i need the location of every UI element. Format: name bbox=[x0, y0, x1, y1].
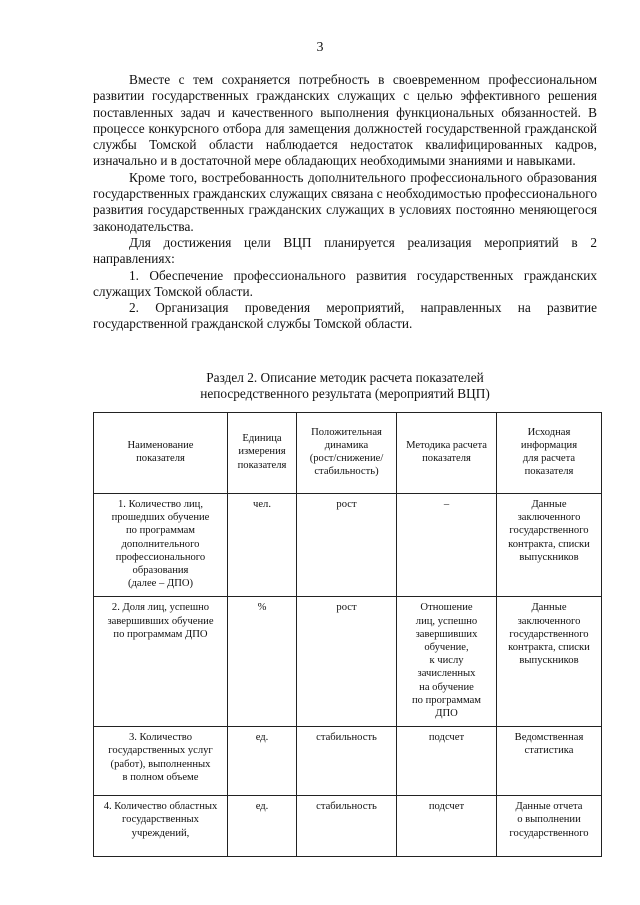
paragraph: Вместе с тем сохраняется потребность в своевременном профессиональном развитии государственных гражданских служащих с целью эффективного решения поставленных задач и качественного выполнения функциональных обязанностей. В процессе конкурсного отбора для замещения должностей государственной гражданской службы Томской области наблюдается недостаток квалифицированных кадров, изначально и в достаточной мере обладающих необходимыми знаниями и навыками. bbox=[93, 72, 597, 169]
table-cell: подсчет bbox=[397, 796, 497, 857]
table-cell: % bbox=[228, 597, 297, 727]
table-cell: 2. Доля лиц, успешно завершивших обучение по программам ДПО bbox=[94, 597, 228, 727]
table-cell: 1. Количество лиц, прошедших обучение по программам дополнительного профессионального образования (далее – ДПО) bbox=[94, 494, 228, 597]
header-cell-method: Методика расчета показателя bbox=[397, 413, 497, 494]
table-cell: – bbox=[397, 494, 497, 597]
table-cell: Отношение лиц, успешно завершивших обучение, к числу зачисленных на обучение по программам ДПО bbox=[397, 597, 497, 727]
table-cell: рост bbox=[297, 494, 397, 597]
table-row bbox=[94, 796, 602, 857]
table-row bbox=[94, 727, 602, 796]
section-title bbox=[93, 370, 597, 403]
header-cell-unit: Единица измерения показателя bbox=[228, 413, 297, 494]
table-cell: 3. Количество государственных услуг (работ), выполненных в полном объеме bbox=[94, 727, 228, 796]
table-cell: 4. Количество областных государственных учреждений, bbox=[94, 796, 228, 857]
table-cell: стабильность bbox=[297, 727, 397, 796]
table-cell: Данные заключенного государственного контракта, списки выпускников bbox=[497, 494, 602, 597]
table-cell: Данные отчета о выполнении государственного bbox=[497, 796, 602, 857]
paragraph: Кроме того, востребованность дополнительного профессионального образования государственных гражданских служащих связана с необходимостью профессионального развития государственных гражданских служащих в условиях постоянно меняющегося законодательства. bbox=[93, 169, 597, 234]
table-cell: Данные заключенного государственного контракта, списки выпускников bbox=[497, 597, 602, 727]
table-row bbox=[94, 494, 602, 597]
table-cell: рост bbox=[297, 597, 397, 727]
header-cell-dynamics: Положительная динамика (рост/снижение/ стабильность) bbox=[297, 413, 397, 494]
body-text bbox=[93, 72, 597, 333]
paragraph: 1. Обеспечение профессионального развития государственных гражданских служащих Томской области. bbox=[93, 267, 597, 299]
table-cell: подсчет bbox=[397, 727, 497, 796]
indicators-table bbox=[93, 412, 602, 857]
paragraph: Для достижения цели ВЦП планируется реализация мероприятий в 2 направлениях: bbox=[93, 234, 597, 267]
header-cell-source: Исходная информация для расчета показателя bbox=[497, 413, 602, 494]
table-cell: чел. bbox=[228, 494, 297, 597]
section-title-line: Раздел 2. Описание методик расчета показателей bbox=[206, 370, 484, 385]
table-cell: Ведомственная статистика bbox=[497, 727, 602, 796]
section-title-line: непосредственного результата (мероприятий ВЦП) bbox=[200, 386, 490, 402]
table-header-row bbox=[94, 413, 602, 494]
table-row bbox=[94, 597, 602, 727]
header-cell-name: Наименование показателя bbox=[94, 413, 228, 494]
table-cell: стабильность bbox=[297, 796, 397, 857]
table-cell: ед. bbox=[228, 796, 297, 857]
table-cell: ед. bbox=[228, 727, 297, 796]
paragraph: 2. Организация проведения мероприятий, направленных на развитие государственной гражданской службы Томской области. bbox=[93, 300, 597, 332]
page-number: 3 bbox=[316, 40, 324, 55]
